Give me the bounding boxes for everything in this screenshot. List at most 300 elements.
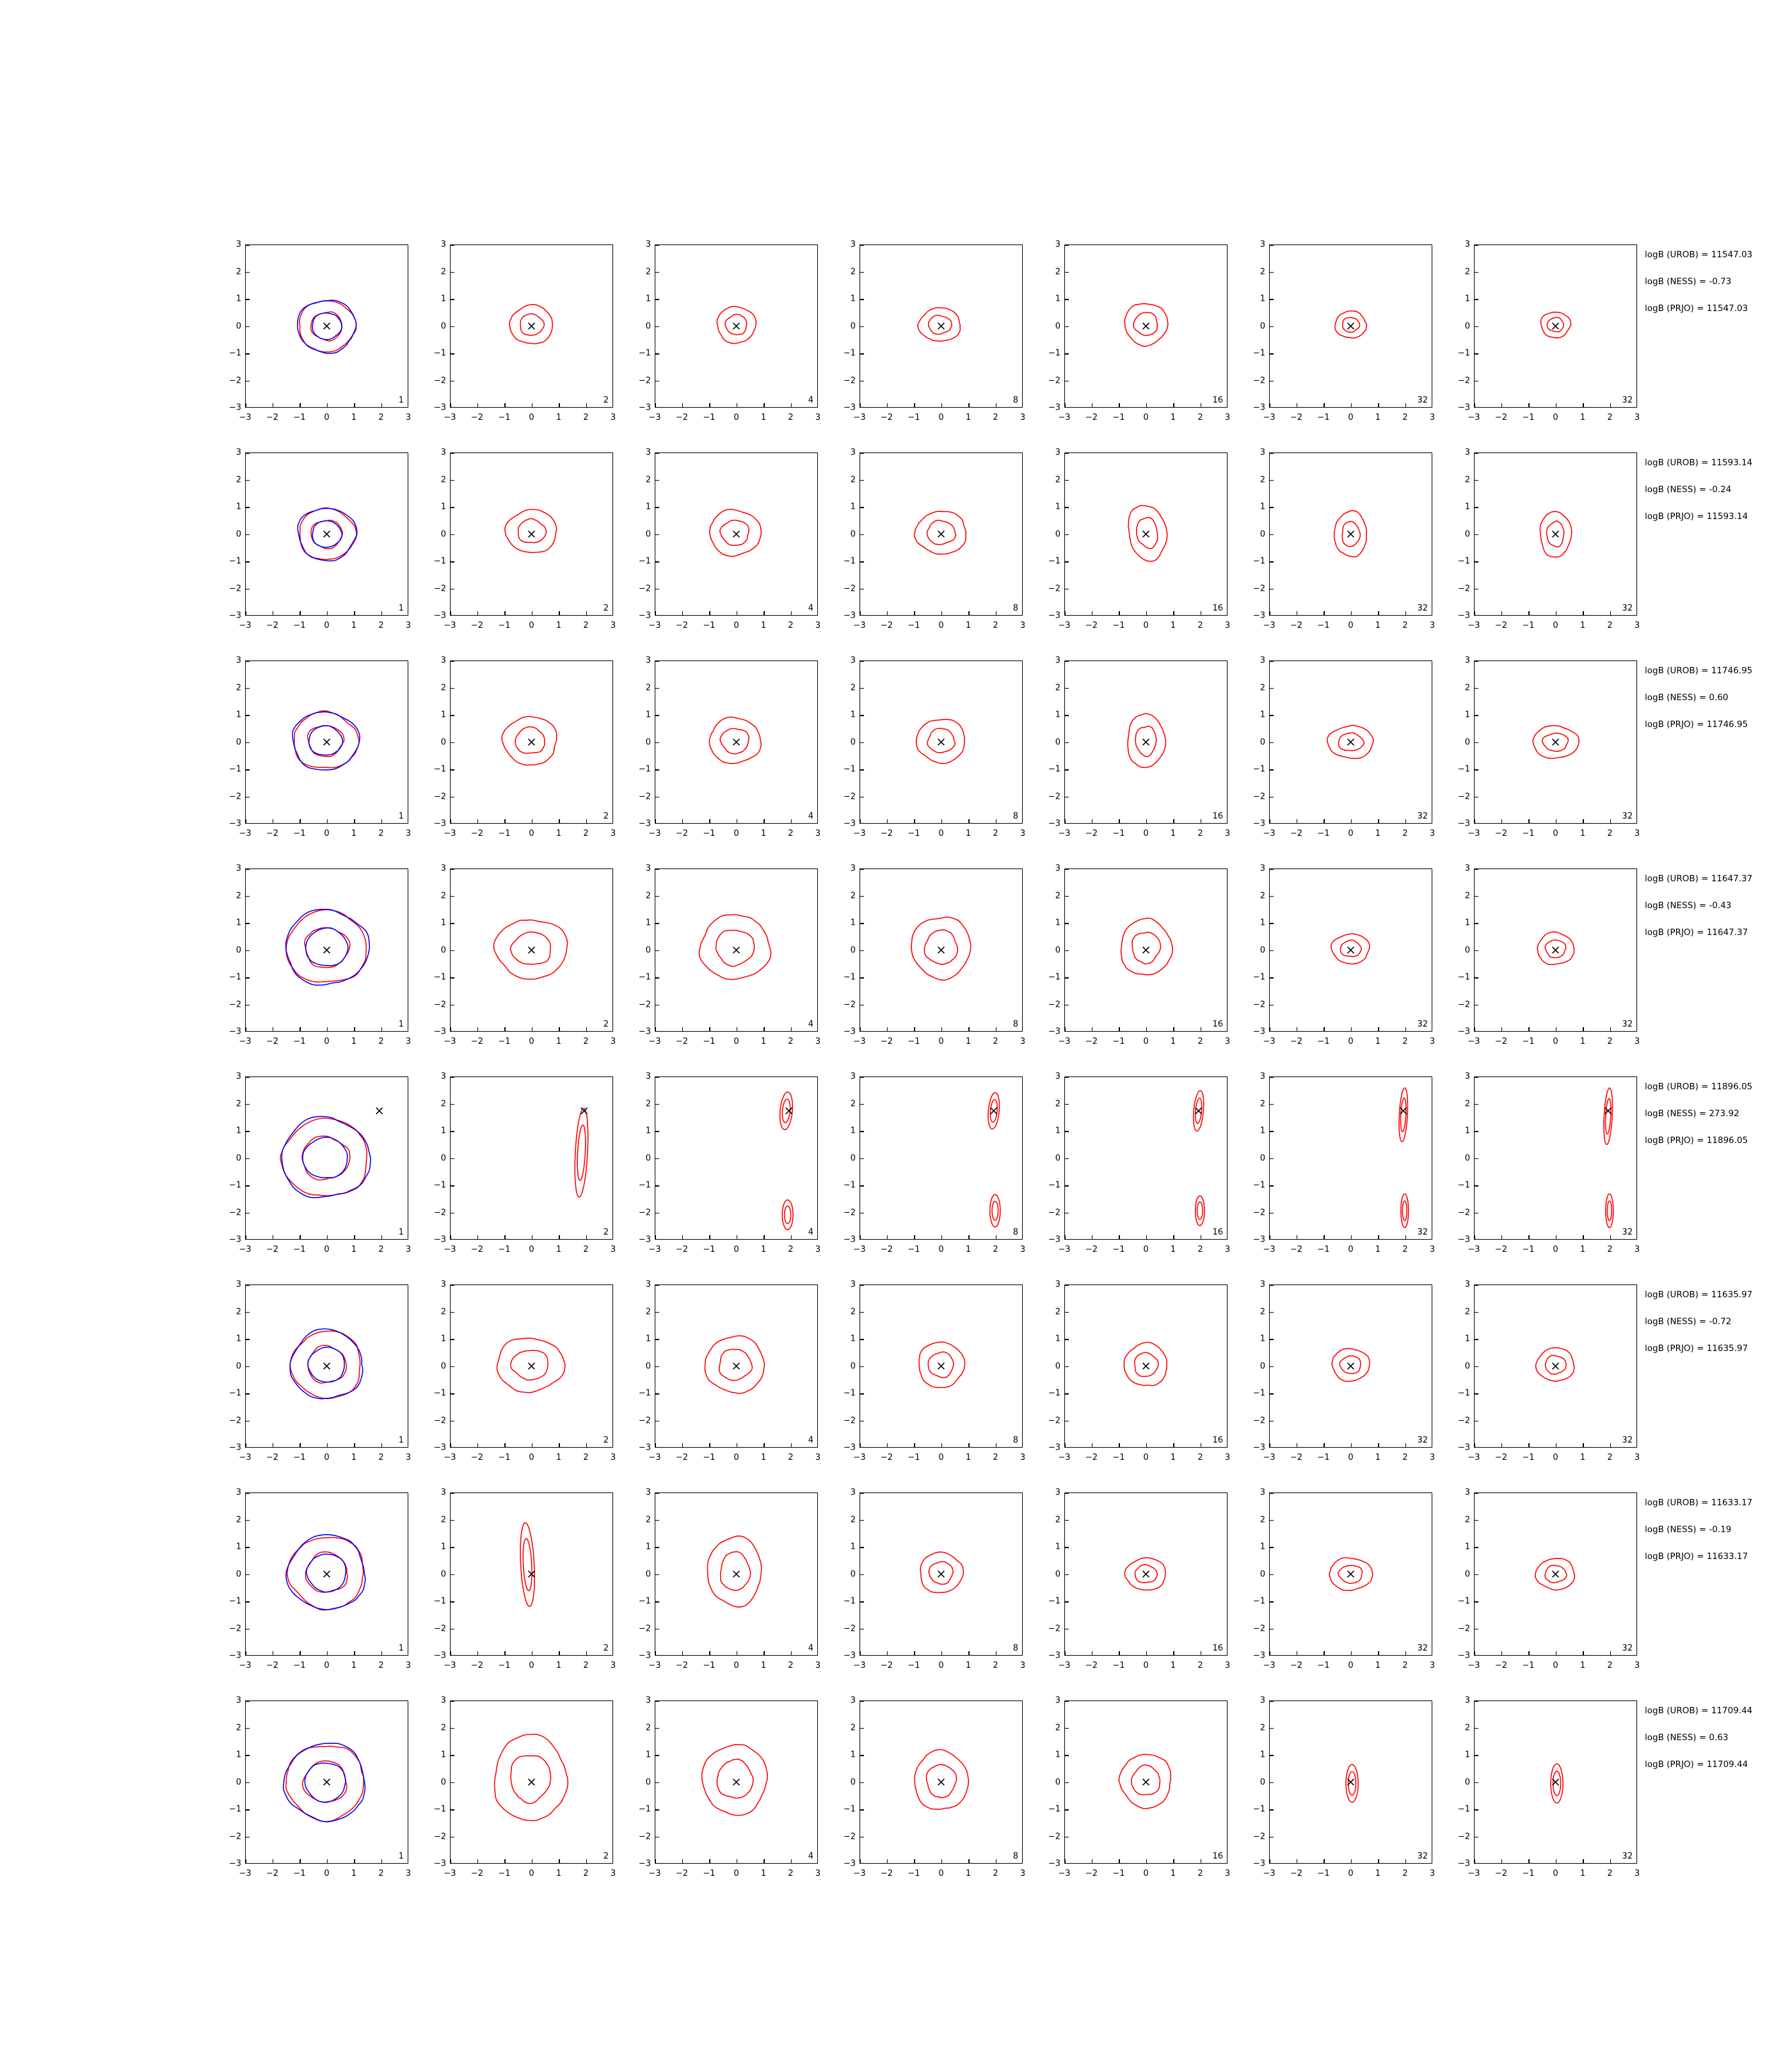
y-tick-label: −1 [433,1388,446,1398]
y-tick-label: −1 [638,1180,651,1190]
x-tick-label: −2 [1290,1037,1303,1046]
y-tick-label: −3 [1457,611,1470,621]
y-tick-label: −1 [228,1596,241,1606]
panel-index-label: 32 [1622,1228,1633,1237]
contour-plot [860,1493,1022,1655]
plot-axes [1269,868,1432,1032]
subplot-r3-c6 [1450,861,1648,1059]
panel-index-label: 32 [1417,1228,1428,1237]
y-tick-label: −2 [228,1416,241,1425]
y-tick-label: 0 [645,1153,651,1163]
y-tick-label: −3 [1048,1651,1060,1661]
y-tick-label: 0 [645,737,651,747]
subplot-r4-c3 [835,1069,1034,1267]
y-tick-label: −2 [228,376,241,385]
x-tick-label: 2 [583,829,589,838]
x-tick-label: 3 [1020,1661,1026,1670]
subplot-r2-c6 [1450,653,1648,851]
x-tick-label: 2 [1402,413,1408,422]
y-tick-label: −1 [638,556,651,566]
x-tick-label: −2 [1290,621,1303,630]
y-tick-label: 0 [1260,1777,1265,1787]
x-tick-label: −3 [853,1037,866,1046]
y-tick-label: 0 [1260,529,1265,539]
y-tick-label: 0 [440,529,446,539]
y-tick-label: 3 [440,1487,446,1498]
y-tick-label: 3 [850,239,856,250]
y-tick-label: −3 [228,1235,241,1245]
y-tick-label: 2 [440,475,446,484]
y-tick-label: 1 [1055,1542,1060,1552]
x-tick-label: 2 [583,1037,589,1046]
x-tick-label: −3 [1058,829,1071,838]
y-tick-label: 3 [1260,1695,1265,1706]
y-tick-label: 1 [1260,1542,1265,1552]
x-tick-label: 0 [529,1037,534,1046]
x-tick-label: −1 [703,1245,716,1254]
plot-axes [1474,244,1637,408]
panel-index-label: 32 [1417,812,1428,821]
y-tick-label: 3 [645,1695,651,1706]
x-tick-label: 2 [1607,413,1613,422]
y-tick-label: 0 [236,321,241,331]
row-annotation: logB (PRJO) = 11635.97 [1645,1343,1748,1354]
y-tick-label: 3 [645,655,651,666]
y-tick-label: 3 [440,239,446,250]
panel-index-label: 1 [398,1436,404,1445]
y-tick-label: −1 [228,348,241,358]
subplot-r3-c3 [835,861,1034,1059]
contour-plot [860,1077,1022,1239]
panel-index-label: 16 [1212,604,1223,613]
subplot-r5-c4 [1040,1277,1238,1475]
x-tick-label: 2 [993,413,998,422]
x-tick-label: 1 [556,1037,562,1046]
y-tick-label: 2 [440,1723,446,1732]
x-tick-label: 3 [1020,621,1026,630]
x-tick-label: 0 [938,1037,944,1046]
contour-plot [1475,1701,1636,1863]
x-tick-label: 0 [1348,413,1354,422]
x-tick-label: 1 [965,1661,972,1670]
plot-axes [245,868,408,1032]
subplot-r2-c2 [630,653,829,851]
x-tick-label: 3 [1634,1453,1640,1462]
x-tick-label: 0 [529,413,534,422]
x-tick-label: 3 [405,1869,412,1878]
x-tick-label: 1 [1375,829,1381,838]
x-tick-label: 1 [351,1245,357,1254]
y-tick-label: 1 [1055,710,1060,720]
y-tick-label: −1 [433,1180,446,1190]
x-tick-label: −2 [1494,1661,1508,1670]
y-tick-label: −3 [1252,1443,1265,1453]
x-tick-label: −1 [293,413,306,422]
x-tick-label: 0 [324,1037,330,1046]
y-tick-label: 1 [236,918,241,928]
y-tick-label: −3 [638,819,651,829]
x-tick-label: −1 [1112,829,1125,838]
y-tick-label: 3 [1055,1071,1060,1082]
panel-index-label: 4 [808,1228,813,1237]
plot-axes [450,868,613,1032]
plot-axes [1269,1076,1432,1240]
x-tick-label: −3 [444,1661,456,1670]
x-tick-label: −3 [444,829,456,838]
y-tick-label: 3 [236,239,241,250]
x-tick-label: −1 [293,1245,306,1254]
subplot-r5-c0 [221,1277,419,1475]
x-tick-label: 2 [583,1245,589,1254]
y-tick-label: 3 [1464,1279,1470,1290]
x-tick-label: −3 [239,413,252,422]
y-tick-label: 3 [1260,863,1265,874]
y-tick-label: 1 [1260,1334,1265,1344]
subplot-r4-c1 [426,1069,624,1267]
y-tick-label: 3 [440,655,446,666]
row-annotation: logB (UROB) = 11635.97 [1645,1290,1753,1300]
y-tick-label: 3 [645,863,651,874]
y-tick-label: −1 [433,972,446,982]
y-tick-label: −1 [843,764,856,774]
x-tick-label: 2 [378,1869,384,1878]
x-tick-label: 0 [1143,1453,1149,1462]
row-annotation: logB (NESS) = -0.19 [1645,1524,1732,1535]
x-tick-label: 0 [1553,1869,1558,1878]
panel-index-label: 8 [1012,1644,1018,1653]
x-tick-label: 1 [1170,1245,1176,1254]
panel-index-label: 8 [1012,1852,1018,1861]
x-tick-label: 1 [1375,413,1381,422]
y-tick-label: 0 [850,1569,856,1579]
x-tick-label: −2 [675,1245,689,1254]
x-tick-label: 2 [583,413,589,422]
subplot-r6-c1 [426,1485,624,1683]
plot-axes [655,1284,818,1448]
subplot-r7-c5 [1245,1693,1443,1891]
x-tick-label: −2 [675,829,689,838]
x-tick-label: 3 [610,1245,616,1254]
row-annotation: logB (PRJO) = 11746.95 [1645,719,1748,730]
y-tick-label: 3 [850,1487,856,1498]
plot-axes [1064,244,1228,408]
subplot-r2-c3 [835,653,1034,851]
x-tick-label: 1 [1170,1661,1176,1670]
y-tick-label: 1 [850,294,856,304]
x-tick-label: −3 [1468,621,1480,630]
plot-axes [450,1492,613,1656]
x-tick-label: 1 [556,413,562,422]
x-tick-label: −2 [470,1661,484,1670]
x-tick-label: 3 [405,1037,412,1046]
y-tick-label: −1 [1252,972,1265,982]
y-tick-label: 0 [236,737,241,747]
y-tick-label: 0 [1055,945,1060,955]
x-tick-label: 1 [1580,1661,1586,1670]
panel-index-label: 32 [1622,604,1633,613]
x-tick-label: 3 [1429,1869,1436,1878]
y-tick-label: −3 [433,819,446,829]
x-tick-label: −1 [703,1869,716,1878]
x-tick-label: 2 [1197,1245,1203,1254]
y-tick-label: −2 [1457,1208,1470,1217]
x-tick-label: 3 [1224,1453,1231,1462]
contour-plot [1475,1077,1636,1239]
y-tick-label: −2 [1457,1624,1470,1633]
y-tick-label: 0 [1464,529,1470,539]
y-tick-label: 3 [236,1071,241,1082]
x-tick-label: −3 [853,1869,866,1878]
y-tick-label: 0 [1260,945,1265,955]
panel-index-label: 2 [603,1228,609,1237]
y-tick-label: −2 [433,1000,446,1009]
subplot-r2-c1 [426,653,624,851]
subplot-r3-c1 [426,861,624,1059]
x-tick-label: −1 [703,621,716,630]
x-tick-label: −3 [1468,1869,1480,1878]
panel-index-label: 32 [1417,604,1428,613]
subplot-r5-c2 [630,1277,829,1475]
y-tick-label: −2 [638,1000,651,1009]
y-tick-label: −3 [1457,1027,1470,1037]
y-tick-label: 1 [645,294,651,304]
x-tick-label: −3 [239,1453,252,1462]
x-tick-label: 0 [733,413,739,422]
subplot-r1-c1 [426,445,624,643]
y-tick-label: 2 [1260,1723,1265,1732]
contour-plot [655,245,817,407]
x-tick-label: −2 [470,1245,484,1254]
x-tick-label: −1 [498,1453,511,1462]
panel-index-label: 4 [808,604,813,613]
x-tick-label: 3 [1429,1661,1436,1670]
y-tick-label: 2 [645,1515,651,1524]
subplot-r7-c4 [1040,1693,1238,1891]
x-tick-label: 3 [405,621,412,630]
y-tick-label: −3 [638,611,651,621]
y-tick-label: 0 [1260,1569,1265,1579]
subplot-r3-c2 [630,861,829,1059]
plot-axes [655,660,818,824]
contour-plot [860,661,1022,823]
x-tick-label: −1 [1522,1453,1535,1462]
y-tick-label: 1 [1464,1126,1470,1136]
x-tick-label: −1 [908,1869,920,1878]
y-tick-label: −3 [1048,611,1060,621]
x-tick-label: 2 [583,1453,589,1462]
subplot-r0-c6 [1450,237,1648,435]
y-tick-label: −1 [843,972,856,982]
x-tick-label: −2 [266,829,279,838]
plot-axes [1474,660,1637,824]
x-tick-label: 0 [1348,1661,1354,1670]
y-tick-label: −2 [638,1208,651,1217]
y-tick-label: −3 [843,611,856,621]
y-tick-label: 1 [440,1750,446,1760]
y-tick-label: 3 [236,1487,241,1498]
y-tick-label: −3 [1252,403,1265,413]
contour-plot [451,1493,612,1655]
y-tick-label: −2 [1252,1624,1265,1633]
plot-axes [655,868,818,1032]
x-tick-label: 0 [733,1661,739,1670]
row-annotation: logB (NESS) = -0.43 [1645,900,1732,911]
x-tick-label: 0 [938,1869,944,1878]
contour-plot [1065,1077,1227,1239]
plot-axes [450,1700,613,1864]
y-tick-label: 1 [645,710,651,720]
y-tick-label: 1 [1055,1126,1060,1136]
y-tick-label: 2 [645,683,651,692]
y-tick-label: −2 [1048,376,1060,385]
panel-index-label: 2 [603,1852,609,1861]
row-annotation: logB (UROB) = 11896.05 [1645,1082,1753,1092]
x-tick-label: −1 [1112,1869,1125,1878]
x-tick-label: 3 [1429,1245,1436,1254]
x-tick-label: 2 [993,1869,998,1878]
x-tick-label: 0 [324,1661,330,1670]
y-tick-label: 1 [236,1750,241,1760]
x-tick-label: −2 [675,1869,689,1878]
x-tick-label: 2 [1197,829,1203,838]
x-tick-label: 0 [733,621,739,630]
y-tick-label: 2 [440,891,446,900]
x-tick-label: 2 [1197,413,1203,422]
x-tick-label: 0 [529,1245,534,1254]
y-tick-label: 1 [645,1126,651,1136]
x-tick-label: 0 [1348,829,1354,838]
x-tick-label: −3 [1058,1245,1071,1254]
x-tick-label: 2 [1607,1453,1613,1462]
y-tick-label: 0 [850,321,856,331]
y-tick-label: 1 [850,1750,856,1760]
subplot-r0-c2 [630,237,829,435]
panel-index-label: 2 [603,604,609,613]
x-tick-label: −1 [1317,621,1330,630]
contour-plot [1065,1285,1227,1447]
x-tick-label: 3 [405,413,412,422]
y-tick-label: −1 [1048,1804,1060,1814]
subplot-r6-c5 [1245,1485,1443,1683]
y-tick-label: 2 [645,475,651,484]
x-tick-label: −1 [908,1453,920,1462]
x-tick-label: −3 [444,1453,456,1462]
x-tick-label: −3 [648,1661,661,1670]
y-tick-label: −1 [433,348,446,358]
contour-plot [451,1285,612,1447]
y-tick-label: −1 [1048,1596,1060,1606]
x-tick-label: −2 [1494,1453,1508,1462]
plot-axes [1064,1700,1228,1864]
x-tick-label: 1 [1170,413,1176,422]
x-tick-label: −2 [470,1453,484,1462]
y-tick-label: −1 [1048,556,1060,566]
x-tick-label: 1 [556,1661,562,1670]
y-tick-label: 0 [440,737,446,747]
y-tick-label: 0 [440,321,446,331]
y-tick-label: −2 [1048,792,1060,801]
subplot-r3-c5 [1245,861,1443,1059]
panel-index-label: 1 [398,1228,404,1237]
y-tick-label: −2 [228,1624,241,1633]
contour-plot [860,245,1022,407]
y-tick-label: 3 [850,863,856,874]
subplot-r1-c6 [1450,445,1648,643]
y-tick-label: −3 [1252,1027,1265,1037]
x-tick-label: −2 [880,829,893,838]
plot-axes [1474,1700,1637,1864]
x-tick-label: −3 [1058,1661,1071,1670]
x-tick-label: 1 [556,1245,562,1254]
x-tick-label: −3 [1468,829,1480,838]
row-annotation: logB (UROB) = 11709.44 [1645,1706,1753,1716]
x-tick-label: −1 [703,1037,716,1046]
x-tick-label: −3 [648,1245,661,1254]
x-tick-label: −3 [853,829,866,838]
y-tick-label: −1 [433,1596,446,1606]
x-tick-label: 2 [993,1453,998,1462]
panel-index-label: 16 [1212,1436,1223,1445]
x-tick-label: 2 [1402,1453,1408,1462]
y-tick-label: −3 [843,1235,856,1245]
contour-plot [1270,661,1432,823]
x-tick-label: 2 [1402,1037,1408,1046]
x-tick-label: 0 [1348,621,1354,630]
x-tick-label: 3 [1429,1453,1436,1462]
x-tick-label: 2 [378,829,384,838]
y-tick-label: 3 [440,1279,446,1290]
y-tick-label: 3 [1055,655,1060,666]
contour-plot [1475,869,1636,1031]
x-tick-label: −3 [1058,1869,1071,1878]
plot-axes [655,452,818,616]
x-tick-label: 1 [1170,621,1176,630]
x-tick-label: 0 [1143,1037,1149,1046]
panel-index-label: 32 [1417,1644,1428,1653]
y-tick-label: 2 [1464,1307,1470,1316]
x-tick-label: 3 [1429,413,1436,422]
x-tick-label: −3 [1263,1037,1276,1046]
plot-axes [860,244,1023,408]
y-tick-label: −1 [1048,972,1060,982]
contour-plot [655,869,817,1031]
x-tick-label: −2 [1290,1453,1303,1462]
x-tick-label: 0 [324,1453,330,1462]
x-tick-label: 1 [1580,829,1586,838]
y-tick-label: 2 [236,475,241,484]
x-tick-label: 1 [1170,829,1176,838]
x-tick-label: 3 [1020,1869,1026,1878]
x-tick-label: 0 [529,1453,534,1462]
y-tick-label: 2 [1260,891,1265,900]
y-tick-label: −3 [1457,1651,1470,1661]
x-tick-label: 0 [1553,1245,1558,1254]
y-tick-label: 2 [440,1307,446,1316]
subplot-r0-c5 [1245,237,1443,435]
plot-axes [655,1700,818,1864]
contour-plot [1065,1493,1227,1655]
x-tick-label: 3 [1634,1037,1640,1046]
x-tick-label: 0 [938,621,944,630]
x-tick-label: 2 [993,1661,998,1670]
y-tick-label: −1 [638,1388,651,1398]
x-tick-label: −1 [498,829,511,838]
x-tick-label: 2 [378,1661,384,1670]
x-tick-label: −1 [908,1245,920,1254]
y-tick-label: −3 [1252,1235,1265,1245]
x-tick-label: −2 [880,1453,893,1462]
x-tick-label: −3 [1468,1037,1480,1046]
